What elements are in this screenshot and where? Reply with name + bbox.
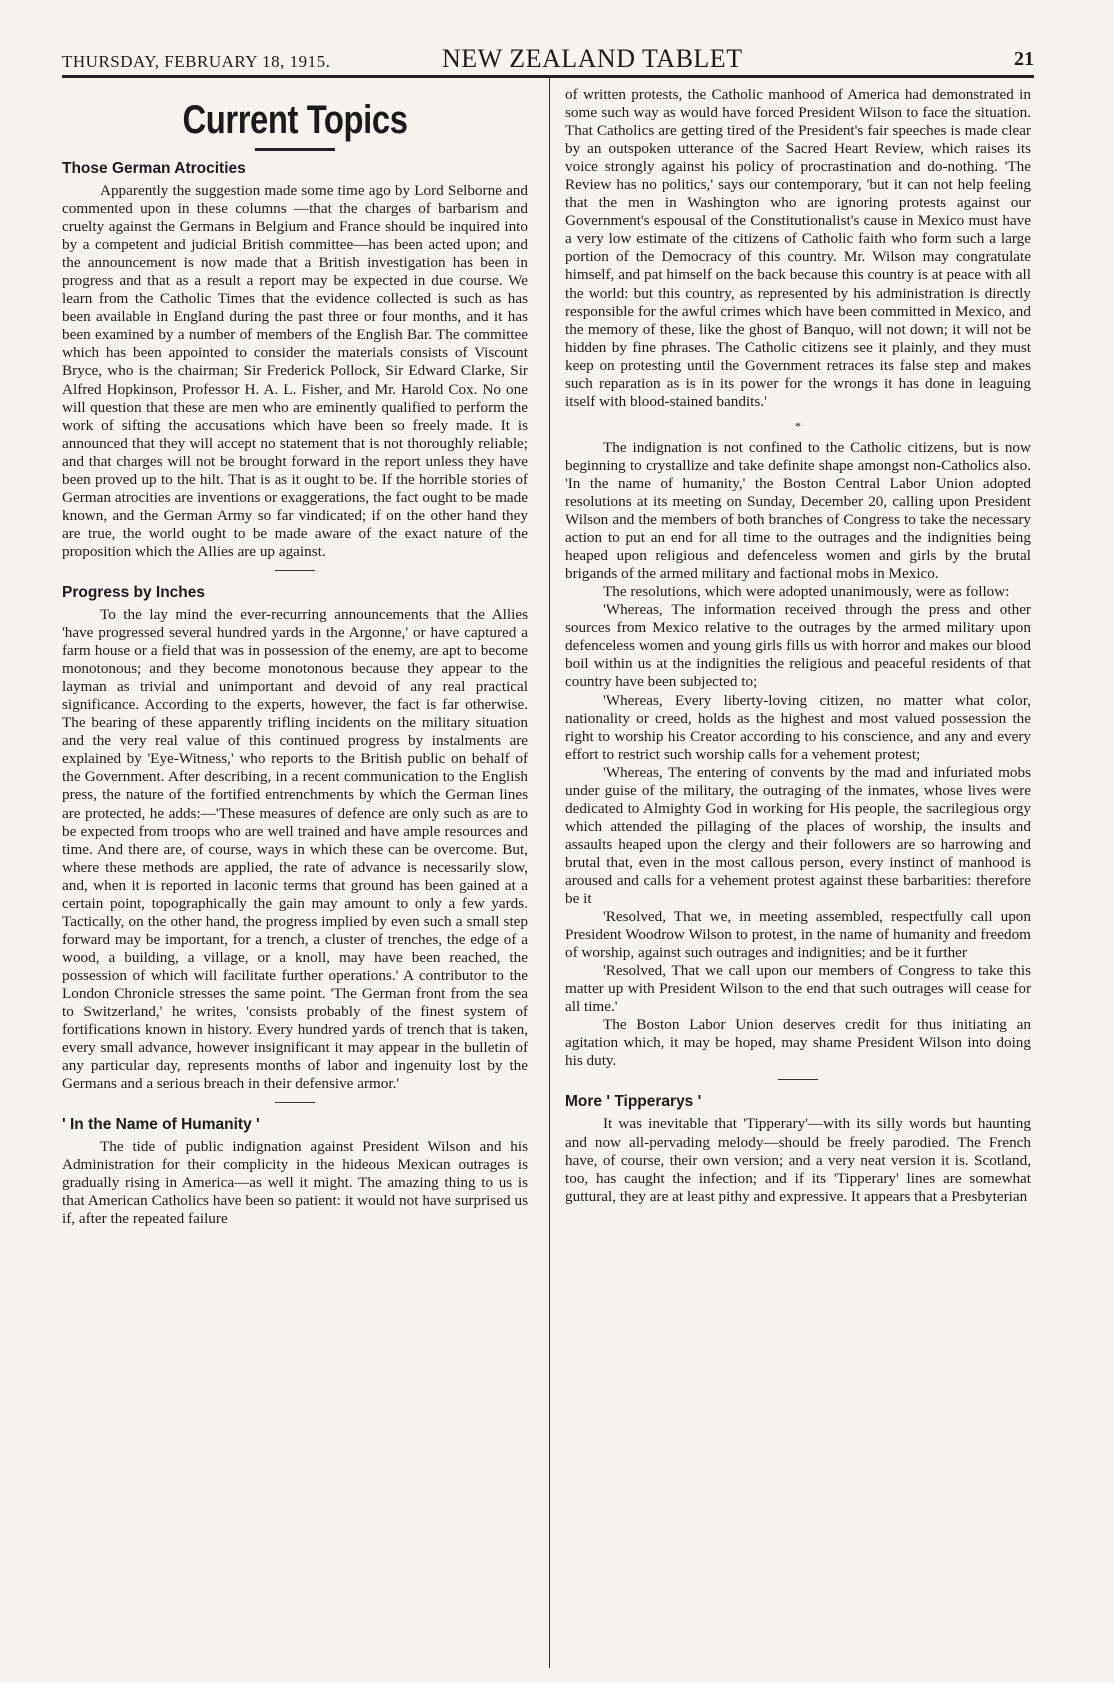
masthead (62, 44, 1034, 72)
section-star: * (795, 418, 801, 433)
resolution-whereas-3: 'Whereas, The entering of convents by the mad and infuriated mobs under guise of the military, the outraging of the inmates, whose lives were dedicated to Almighty God in working for His people, the sacrilegious orgy which attended the pillaging of the places of worship, the insults and assaults heaped upon the clergy and their followers are so harrowing and brutal that, even in the most callous person, every instinct of manhood is aroused and calls for a vehement protest against these barbarities: therefore be it (565, 763, 1031, 908)
section-heading-progress: Progress by Inches (62, 583, 206, 601)
atrocities-paragraph: Apparently the suggestion made some time ago by Lord Selborne and commented upon in these columns —that the charges of barbarism and cruelty against the Germans in Belgium and France should be inquired into by a competent and judicial British committee—has been acted upon; and the announcement is now made that a British investigation has been in progress and that as a result a report may be expected in due course. We learn from the Catholic Times that the evidence collected is such as has been available in England during the past three or four months, and it has been examined by a number of members of the English Bar. The committee which has been appointed to consider the materials consists of Viscount Bryce, who is the chairman; Sir Frederick Pollock, Sir Edward Clarke, Sir Alfred Hopkinson, Professor H. A. L. Fisher, and Mr. Harold Cox. No one will question that these are men who are eminently qualified to perform the work of sifting the accusations which have been so freely made. It is announced that they will accept no statement that is not thoroughly reliable; and that charges will not be brought forward in the report unless they have been proved up to the hilt. That is as it ought to be. If the horrible stories of German atrocities are inventions or exaggerations, the fact ought to be made known, and the German Army so far vindicated; if on the other hand they are true, the world ought to be made aware of the exact nature of the proposition which the Allies are up against. (62, 182, 528, 560)
tipperarys-paragraph: It was inevitable that 'Tipperary'—with its silly words but haunting and now all-pervading melody—should be freely parodied. The French have, of course, their own version; and a very neat version it is. Scotland, too, has caught the infection; and if its 'Tipperary' lines are somewhat guttural, they are at least pithy and expressive. It appears that a Presbyterian (565, 1115, 1031, 1205)
page-title: Current Topics (182, 98, 408, 142)
section-rule (275, 1102, 315, 1103)
section-heading-tipperarys: More ' Tipperarys ' (565, 1093, 702, 1111)
left-column (62, 86, 528, 1228)
resolution-whereas-2: 'Whereas, Every liberty-loving citizen, no matter what color, nationality or creed, holds as the highest and most valued possession the right to worship his Creator according to his conscience, and any and every effort to restrict such worship calls for a vehement protest; (565, 691, 1031, 763)
right-column (565, 86, 1031, 1206)
resolution-whereas-1: 'Whereas, The information received through the press and other sources from Mexico relative to the outrages by the armed military upon defenceless women and young girls fills us with horror and makes our blood boil within us at the indignities the religious and peaceful residents of that country have been subjected to; (565, 601, 1031, 691)
section-heading-humanity: ' In the Name of Humanity ' (62, 1116, 260, 1134)
resolution-resolved-1: 'Resolved, That we, in meeting assembled, respectfully call upon President Woodrow Wilson to protest, in the name of humanity and freedom of worship, against such outrages and indignities; and be it further (565, 908, 1031, 962)
section-heading-atrocities: Those German Atrocities (62, 160, 246, 177)
progress-paragraph: To the lay mind the ever-recurring announcements that the Allies 'have progressed several hundred yards in the Argonne,' or have captured a farm house or a field that was in possession of the enemy, are apt to become monotonous; and they become monotonous because they appear to the layman as trivial and unimportant and devoid of any real practical significance. According to the experts, however, the fact is far otherwise. The bearing of these apparently trifling incidents on the military situation and the very real value of this continued progress by instalments are explained by 'Eye-Witness,' who reports to the British public on behalf of the Government. After describing, in a recent communication to the English press, the nature of the fortified entrenchments by which the German lines are protected, he adds:—'These measures of defence are only such as are to be expected from troops who are well trained and have ample resources and time. And there are, of course, ways in which these can be overcome. But, where these methods are applied, the rate of advance is necessarily slow, and, when it is reported in laconic terms that ground has been gained at a certain point, topographically the gain may amount to only a few yards. Tactically, on the other hand, the progress implied by even such a small step forward may be important, for a trench, a cluster of trenches, the edge of a wood, a building, a village, or a knoll, may have been reached, the possession of which will facilitate further operations.' A contributor to the London Chronicle stresses the same point. 'The German front from the sea to Switzerland,' he writes, 'consists probably of the finest system of fortifications known in history. Every hundred yards of trench that is taken, every small advance, however insignificant it may appear in the bulletin of any particular day, represents months of labor and ingenuity lost by the Germans and a serious breach in their defensive armor.' (62, 605, 528, 1093)
humanity-paragraph-2: The indignation is not confined to the Catholic citizens, but is now beginning to crystallize and take definite shape amongst non-Catholics also. 'In the name of humanity,' the Boston Central Labor Union adopted resolutions at its meeting on Sunday, December 20, calling upon President Wilson and the members of both branches of Congress to take the necessary action to put an end for all time to the outrages and the indignities being heaped upon religious and defenceless women and girls by the brutal brigands of the armed military and factional mobs in Mexico. (565, 438, 1031, 583)
humanity-paragraph-1-continued: of written protests, the Catholic manhood of America had demonstrated in some such way as would have forced President Wilson to face the situation. That Catholics are getting tired of the President's fair speeches is made clear by an outspoken utterance of the Sacred Heart Review, which raises its voice strongly against his policy of procrastination and do-nothing. 'The Review has no politics,' says our contemporary, 'but it can not help feeling that the men in Washington who are ignoring protests against our Government's espousal of the Constitutionalist's cause in Mexico must have a very low estimate of the citizens of Catholic faith who form such a large portion of the Democracy of this country. Mr. Wilson may congratulate himself, and pat himself on the back because this country is at peace with all the world: but this country, as represented by his administration is directly responsible for the awful crimes which have been committed in Mexico, and the memory of these, like the ghost of Banquo, will not down; it will not be hidden by fine phrases. The Catholic citizens see it plainly, and they must keep on protesting until the Government retraces its false step and makes such reparation as is in its power for the wrongs it has done in leaguing itself with blood-stained bandits.' (565, 86, 1031, 410)
section-rule (275, 570, 315, 571)
title-rule (255, 148, 335, 151)
top-rule (62, 75, 1034, 78)
column-divider (549, 78, 550, 1668)
resolution-resolved-2: 'Resolved, That we call upon our members of Congress to take this matter up with President Wilson to the end that such outrages will cease for all time.' (565, 962, 1031, 1016)
humanity-paragraph-closing: The Boston Labor Union deserves credit for thus initiating an agitation which, it may be hoped, may shame President Wilson into doing his duty. (565, 1016, 1031, 1070)
masthead-date: THURSDAY, FEBRUARY 18, 1915. (62, 52, 331, 71)
section-rule (778, 1079, 818, 1080)
humanity-paragraph-1: The tide of public indignation against President Wilson and his Administration for their complicity in the hideous Mexican outrages is gradually rising in America—as well it might. The amazing thing to us is that American Catholics have been so patient: it would not have surprised us if, after the repeated failure (62, 1138, 528, 1228)
humanity-paragraph-3: The resolutions, which were adopted unanimously, were as follow: (603, 583, 1010, 601)
page-number: 21 (1014, 48, 1034, 70)
masthead-title: NEW ZEALAND TABLET (442, 44, 743, 73)
